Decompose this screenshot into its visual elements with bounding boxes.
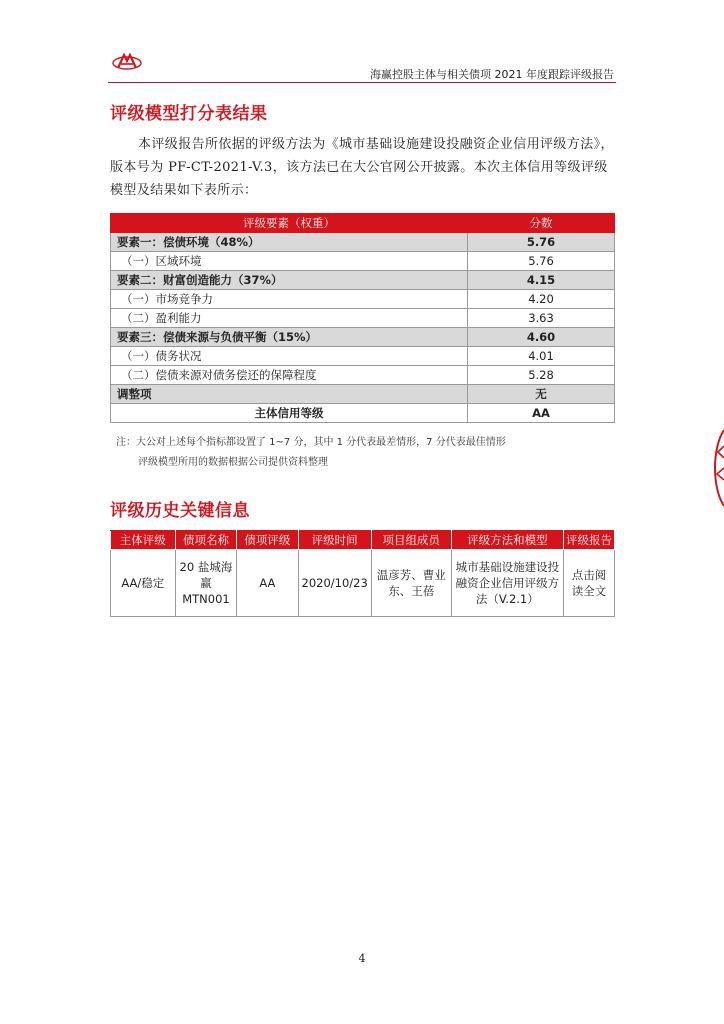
factor-name-cell: 主体信用等级	[111, 404, 468, 423]
bond-rating-cell: AA	[237, 550, 298, 617]
factor-name-cell: 要素一：偿债环境（48%）	[111, 233, 468, 252]
table-source-note: 评级模型所用的数据根据公司提供资料整理	[138, 457, 328, 468]
seal-stamp-edge	[710, 428, 724, 508]
table-note: 注：大公对上述每个指标都设置了 1~7 分，其中 1 分代表最差情形，7 分代表最佳情形	[116, 437, 506, 448]
score-cell: 无	[468, 385, 615, 404]
score-cell: 5.76	[468, 252, 615, 271]
table-row	[111, 290, 615, 309]
table-row	[111, 550, 615, 617]
rating-model-score-table	[110, 213, 615, 423]
table-header-row	[111, 214, 615, 233]
column-header-factor: 评级要素（权重）	[111, 214, 468, 233]
section-title-model-scores: 评级模型打分表结果	[110, 104, 268, 124]
score-cell: 4.60	[468, 328, 615, 347]
read-report-link[interactable]: 点击阅读全文	[564, 550, 615, 617]
factor-name-cell: （一）债务状况	[111, 347, 468, 366]
table-row	[111, 271, 615, 290]
factor-name-cell: 要素二：财富创造能力（37%）	[111, 271, 468, 290]
rating-history-table	[110, 530, 615, 617]
score-cell: 4.01	[468, 347, 615, 366]
entity-rating-cell: AA/稳定	[111, 550, 176, 617]
column-header-entity-rating: 主体评级	[111, 531, 176, 550]
factor-name-cell: （一）区域环境	[111, 252, 468, 271]
team-members-cell: 温彦芳、曹业东、王蓓	[371, 550, 451, 617]
factor-name-cell: （二）偿债来源对债务偿还的保障程度	[111, 366, 468, 385]
intro-paragraph: 本评级报告所依据的评级方法为《城市基础设施建设投融资企业信用评级方法》，版本号为 PF-CT-2021-V.3，该方法已在大公官网公开披露。本次主体信用等级评级模型及结果如下表所示：	[110, 137, 614, 198]
table-row	[111, 252, 615, 271]
page-number: 4	[358, 952, 366, 965]
score-cell: AA	[468, 404, 615, 423]
report-header-title: 海赢控股主体与相关债项 2021 年度跟踪评级报告	[370, 68, 614, 81]
table-row	[111, 385, 615, 404]
score-cell: 4.20	[468, 290, 615, 309]
section-title-rating-history: 评级历史关键信息	[110, 501, 250, 521]
table-row	[111, 347, 615, 366]
factor-name-cell: （一）市场竞争力	[111, 290, 468, 309]
column-header-score: 分数	[468, 214, 615, 233]
table-row	[111, 328, 615, 347]
column-header-method: 评级方法和模型	[451, 531, 563, 550]
score-cell: 3.63	[468, 309, 615, 328]
method-cell: 城市基础设施建设投融资企业信用评级方法（V.2.1）	[451, 550, 563, 617]
table-row	[111, 404, 615, 423]
company-logo-icon	[112, 50, 142, 74]
column-header-report: 评级报告	[564, 531, 615, 550]
column-header-rating-date: 评级时间	[298, 531, 371, 550]
column-header-team-members: 项目组成员	[371, 531, 451, 550]
factor-name-cell: 调整项	[111, 385, 468, 404]
column-header-bond-name: 债项名称	[175, 531, 237, 550]
table-row	[111, 366, 615, 385]
column-header-bond-rating: 债项评级	[237, 531, 298, 550]
factor-name-cell: （二）盈利能力	[111, 309, 468, 328]
table-row	[111, 233, 615, 252]
rating-date-cell: 2020/10/23	[298, 550, 371, 617]
table-header-row	[111, 531, 615, 550]
table-row	[111, 309, 615, 328]
bond-name-cell: 20 盐城海赢 MTN001	[175, 550, 237, 617]
header-divider	[108, 82, 616, 83]
score-cell: 4.15	[468, 271, 615, 290]
factor-name-cell: 要素三：偿债来源与负债平衡（15%）	[111, 328, 468, 347]
score-cell: 5.28	[468, 366, 615, 385]
score-cell: 5.76	[468, 233, 615, 252]
